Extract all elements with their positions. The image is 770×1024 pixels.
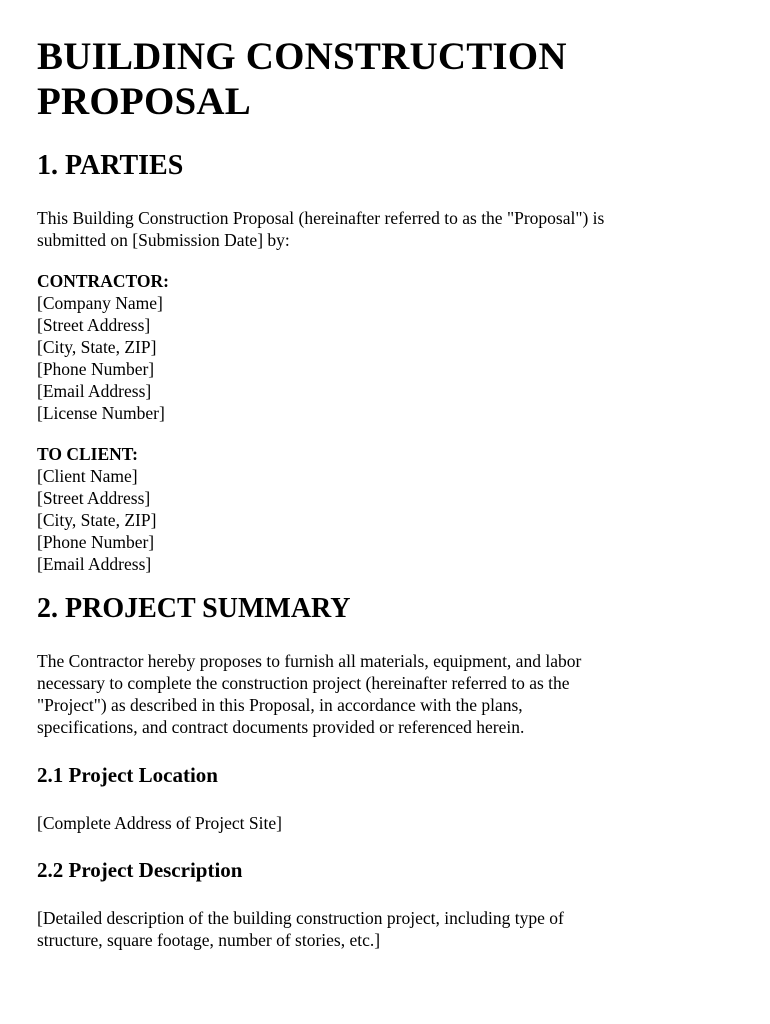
document-title-line-1: BUILDING CONSTRUCTION xyxy=(37,35,567,78)
contractor-block xyxy=(37,270,730,424)
client-city-state-zip: [City, State, ZIP] xyxy=(37,510,157,530)
document-title-line-2: PROPOSAL xyxy=(37,80,251,123)
section-1-intro-line: This Building Construction Proposal (hereinafter referred to as the "Proposal") is xyxy=(37,208,605,228)
client-block xyxy=(37,443,730,575)
client-street-address: [Street Address] xyxy=(37,488,151,508)
section-2-intro-line: specifications, and contract documents provided or referenced herein. xyxy=(37,717,525,737)
contractor-label: CONTRACTOR: xyxy=(37,271,169,291)
section-2-intro-line: "Project") as described in this Proposal, in accordance with the plans, xyxy=(37,695,523,715)
contractor-city-state-zip: [City, State, ZIP] xyxy=(37,337,157,357)
project-description-text xyxy=(37,907,730,951)
section-2-1-heading: 2.1 Project Location xyxy=(37,763,218,787)
contractor-phone-number: [Phone Number] xyxy=(37,359,155,379)
project-description-line: structure, square footage, number of stories, etc.] xyxy=(37,930,381,950)
client-phone-number: [Phone Number] xyxy=(37,532,155,552)
project-location-text: [Complete Address of Project Site] xyxy=(37,813,282,833)
section-1-heading: 1. PARTIES xyxy=(37,150,184,181)
document-title xyxy=(37,34,730,124)
client-label: TO CLIENT: xyxy=(37,444,138,464)
section-2-2-heading: 2.2 Project Description xyxy=(37,858,243,882)
project-description-line: [Detailed description of the building construction project, including type of xyxy=(37,908,564,928)
section-1-intro-line: submitted on [Submission Date] by: xyxy=(37,230,290,250)
client-name: [Client Name] xyxy=(37,466,138,486)
contractor-license-number: [License Number] xyxy=(37,403,165,423)
section-2-intro xyxy=(37,650,730,738)
contractor-email-address: [Email Address] xyxy=(37,381,152,401)
section-2-intro-line: necessary to complete the construction project (hereinafter referred to as the xyxy=(37,673,570,693)
contractor-company-name: [Company Name] xyxy=(37,293,163,313)
client-email-address: [Email Address] xyxy=(37,554,152,574)
section-2-intro-line: The Contractor hereby proposes to furnish all materials, equipment, and labor xyxy=(37,651,582,671)
section-1-intro xyxy=(37,207,730,251)
contractor-street-address: [Street Address] xyxy=(37,315,151,335)
section-2-heading: 2. PROJECT SUMMARY xyxy=(37,593,351,624)
